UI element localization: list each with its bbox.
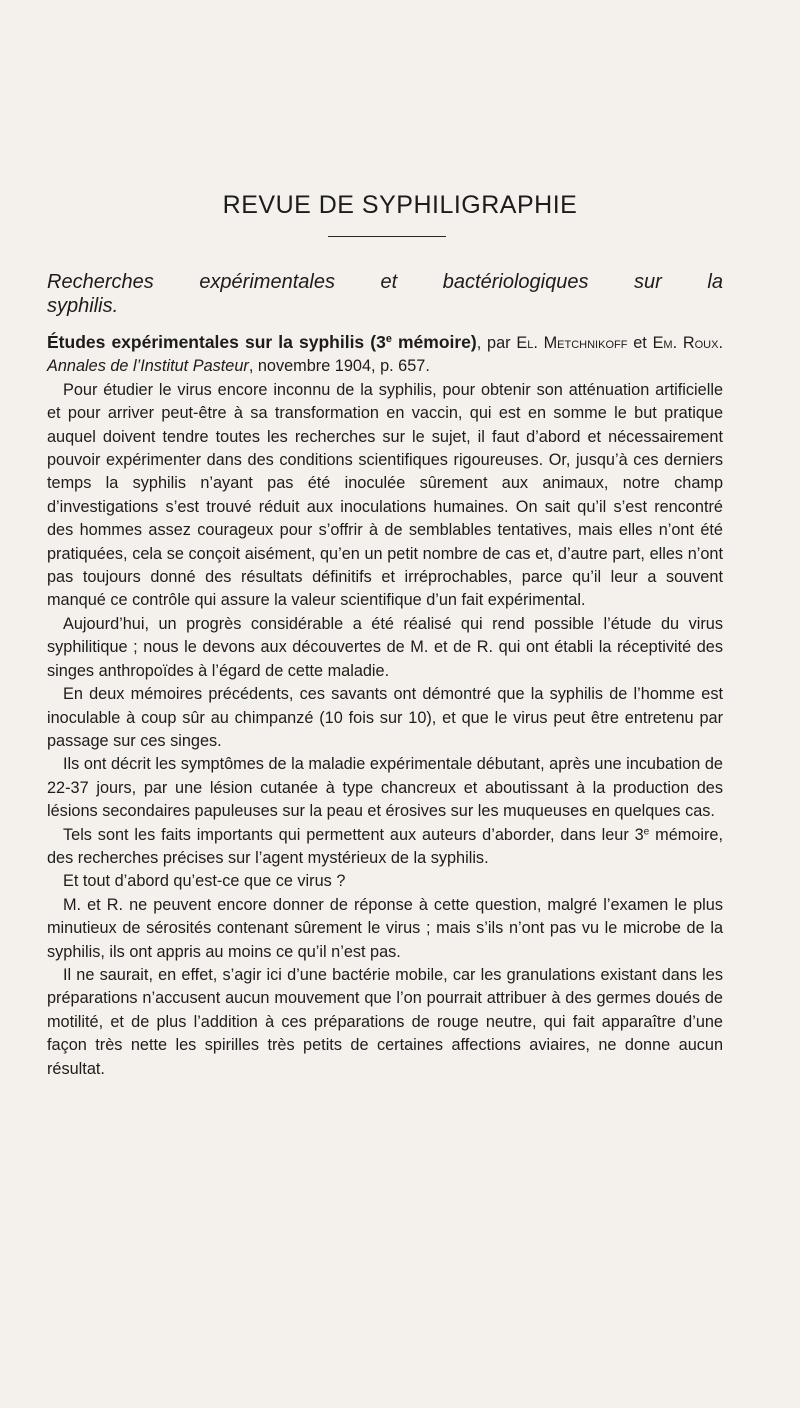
journal-name: Annales de l’Institut Pasteur (47, 357, 249, 376)
paragraph-3: En deux mémoires précédents, ces savants ont démontré que la syphilis de l’homme est inoculable à coup sûr au chimpanzé (10 fois sur 10), et que le virus peut être entretenu par passage sur ces singes. (47, 685, 723, 750)
section-header: REVUE DE SYPHILIGRAPHIE (222, 191, 578, 219)
paragraph-2: Aujourd’hui, un progrès considérable a été réalisé qui rend possible l’étude du virus syphilitique ; nous le devons aux découvertes de M. et de R. qui ont établi la réceptivité des singes anthropoïdes à l’égard de cette maladie. (47, 614, 723, 680)
article-body (47, 331, 723, 1081)
paragraph-8: Il ne saurait, en effet, s’agir ici d’une bactérie mobile, car les granulations existant dans les préparations n’accusent aucun mouvement que l’on pourrait attribuer à des germes doués de motilité, et de plus l’addition à ces préparations de rouge neutre, qui fait apparaître d’une façon très nette les spirilles très petits de certaines affections aviaires, ne donne aucun résultat. (47, 965, 723, 1078)
publication-date: , novembre 1904, p. 657. (248, 357, 430, 376)
article-title (47, 270, 723, 318)
study-title: Études expérimentales sur la syphilis (3e mémoire) (47, 332, 477, 352)
article-title-line-2: syphilis. (47, 295, 119, 317)
paragraph-5: Tels sont les faits importants qui permettent aux auteurs d’aborder, dans leur 3e mémoire, des recherches précises sur l’agent mystérieux de la syphilis. (47, 825, 723, 867)
paragraph-1: Pour étudier le virus encore inconnu de la syphilis, pour obtenir son atténuation artificielle et pour arriver peut-être à sa transformation en vaccin, qui est en somme le but pratique auquel doivent tendre toutes les recherches sur le sujet, il faut d’abord et nécessairement pouvoir expérimenter dans des conditions scientifiques rigoureuses. Or, jusqu’à ces derniers temps la syphilis n’ayant pas été inoculée sûrement aux animaux, notre champ d’investigations s’est trouvé réduit aux inoculations humaines. On sait qu’il s’est rencontré des hommes assez courageux pour s’offrir à de semblables tentatives, mais elles n’ont été pratiquées, cela se conçoit aisément, qu’en un petit nombre de cas et, d’autre part, elles n’ont pas toujours donné des résultats définitifs et irréprochables, parce qu’il leur a souvent manqué ce contrôle qui assure la valeur scientifique d’un fait expérimental. (47, 380, 723, 610)
paragraph-4: Ils ont décrit les symptômes de la maladie expérimentale débutant, après une incubation de 22-37 jours, par une lésion cutanée à type chancreux et aboutissant à la production des lésions secondaires papuleuses sur la peau et érosives sur les muqueuses en quelques cas. (47, 755, 723, 821)
study-title-sup: e (385, 333, 392, 346)
author-1: El. Metchnikoff (516, 334, 628, 352)
paragraph-5-sup: e (643, 825, 650, 837)
header-rule (328, 236, 446, 237)
citation: Études expérimentales sur la syphilis (3e mémoire), par El. Metchnikoff et Em. Roux. Annales de l’Institut Pasteur, novembre 1904, p. 657. (47, 332, 723, 376)
paragraph-7: M. et R. ne peuvent encore donner de réponse à cette question, malgré l’examen le plus minutieux de sérosités contenant sûrement le virus ; mais s’ils n’ont pas vu le microbe de la syphilis, ils ont appris au moins ce qu’il n’est pas. (47, 895, 723, 961)
paragraph-6: Et tout d’abord qu’est-ce que ce virus ? (63, 872, 346, 891)
article-title-line-1: Recherches expérimentales et bactériologiques sur la (47, 271, 723, 293)
author-2: Em. Roux (652, 334, 719, 352)
